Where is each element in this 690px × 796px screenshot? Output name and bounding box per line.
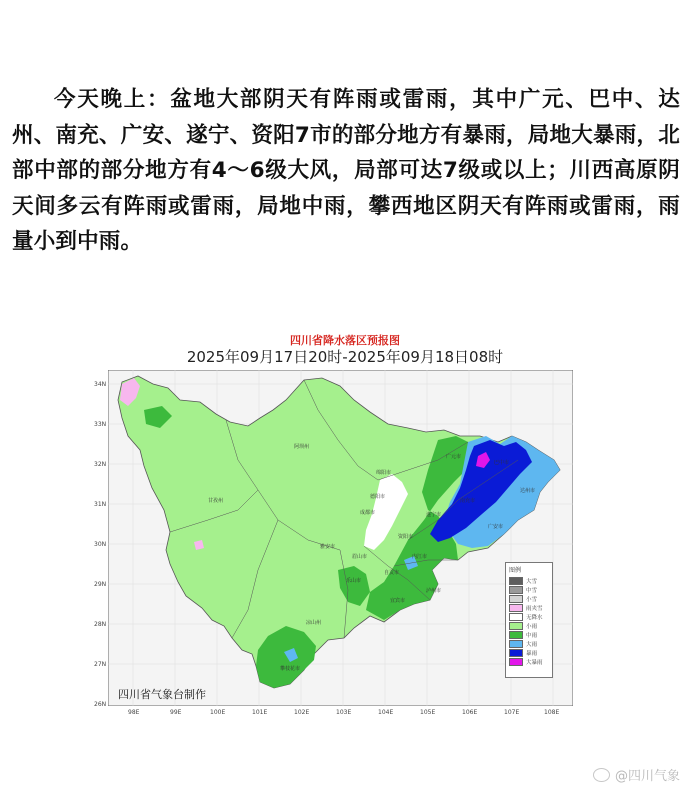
lat-tick-label: 27N — [94, 661, 107, 668]
legend-swatch — [509, 640, 523, 648]
weibo-icon — [593, 768, 610, 782]
city-label: 达州市 — [520, 488, 536, 494]
lat-tick-label: 31N — [94, 501, 107, 508]
city-label: 南充市 — [460, 498, 476, 504]
city-label: 绵阳市 — [376, 470, 392, 476]
legend-swatch — [509, 586, 523, 594]
city-label: 自贡市 — [384, 570, 400, 576]
legend-swatch — [509, 658, 523, 666]
legend-title: 图例 — [509, 567, 522, 574]
legend-label: 小雪 — [526, 596, 538, 603]
watermark-text: @四川气象 — [614, 769, 680, 784]
forecast-paragraph: 今天晚上：盆地大部阴天有阵雨或雷雨，其中广元、巴中、达州、南充、广安、遂宁、资阳7市的部分地方有暴雨，局地大暴雨，北部中部的部分地方有4～6级大风，局部可达7级或以上；川西高原阴天间多云有阵雨或雷雨，局地中雨，攀西地区阴天有阵雨或雷雨，雨量小到中雨。 — [12, 87, 680, 254]
city-label: 乐山市 — [346, 578, 362, 584]
lon-tick-label: 98E — [128, 709, 140, 716]
legend-item — [509, 594, 549, 603]
lon-tick-label: 102E — [294, 709, 310, 716]
legend-item — [509, 585, 549, 594]
lon-tick-label: 100E — [210, 709, 226, 716]
legend-label: 中雨 — [526, 632, 538, 639]
legend-label: 雨夹雪 — [526, 605, 543, 612]
city-label: 甘孜州 — [208, 498, 224, 504]
lon-tick-label: 107E — [504, 709, 520, 716]
lat-tick-label: 29N — [94, 581, 107, 588]
lon-tick-label: 101E — [252, 709, 268, 716]
city-label: 雅安市 — [320, 544, 336, 550]
city-label: 眉山市 — [352, 554, 368, 560]
city-label: 巴中市 — [494, 460, 510, 466]
lat-tick-label: 33N — [94, 421, 107, 428]
city-label: 阿坝州 — [294, 444, 310, 450]
map-svg — [108, 370, 573, 706]
city-label: 成都市 — [360, 510, 376, 516]
city-label: 泸州市 — [426, 588, 442, 594]
legend-swatch — [509, 613, 523, 621]
city-label: 广安市 — [488, 524, 504, 530]
legend-swatch — [509, 595, 523, 603]
legend-label: 大雪 — [526, 578, 538, 585]
legend-swatch — [509, 649, 523, 657]
lat-tick-label: 30N — [94, 541, 107, 548]
lon-tick-label: 108E — [544, 709, 560, 716]
city-label: 资阳市 — [398, 534, 414, 540]
legend-swatch — [509, 604, 523, 612]
legend-label: 大雨 — [526, 641, 538, 648]
legend-item — [509, 657, 549, 666]
city-label: 内江市 — [412, 554, 428, 560]
lat-tick-label: 34N — [94, 381, 107, 388]
city-label: 凉山州 — [306, 620, 322, 626]
map-legend — [505, 562, 553, 678]
legend-item — [509, 576, 549, 585]
lat-tick-label: 32N — [94, 461, 107, 468]
city-label: 遂宁市 — [426, 512, 442, 518]
lon-tick-label: 106E — [462, 709, 478, 716]
city-label: 广元市 — [446, 454, 462, 460]
city-label: 攀枝花市 — [280, 666, 301, 672]
lon-tick-label: 105E — [420, 709, 436, 716]
map-credit: 四川省气象台制作 — [118, 688, 206, 701]
legend-item — [509, 639, 549, 648]
city-label: 宜宾市 — [390, 598, 406, 604]
legend-swatch — [509, 622, 523, 630]
lat-tick-label: 26N — [94, 701, 107, 708]
lon-tick-label: 99E — [170, 709, 182, 716]
legend-label: 暴雨 — [526, 650, 538, 657]
precipitation-map — [94, 370, 573, 716]
legend-swatch — [509, 577, 523, 585]
lat-tick-label: 28N — [94, 621, 107, 628]
legend-item — [509, 621, 549, 630]
city-label: 德阳市 — [370, 494, 386, 500]
legend-label: 中雪 — [526, 587, 538, 594]
legend-label: 小雨 — [526, 623, 538, 630]
map-subtitle: 2025年09月17日20时-2025年09月18日08时 — [186, 348, 504, 366]
legend-item — [509, 630, 549, 639]
legend-swatch — [509, 631, 523, 639]
legend-item — [509, 603, 549, 612]
lon-tick-label: 103E — [336, 709, 352, 716]
legend-item — [509, 648, 549, 657]
legend-item — [509, 612, 549, 621]
legend-label: 大暴雨 — [526, 659, 543, 666]
map-title: 四川省降水落区预报图 — [290, 334, 400, 347]
legend-label: 无降水 — [526, 614, 543, 621]
weibo-watermark — [593, 765, 680, 784]
lon-tick-label: 104E — [378, 709, 394, 716]
